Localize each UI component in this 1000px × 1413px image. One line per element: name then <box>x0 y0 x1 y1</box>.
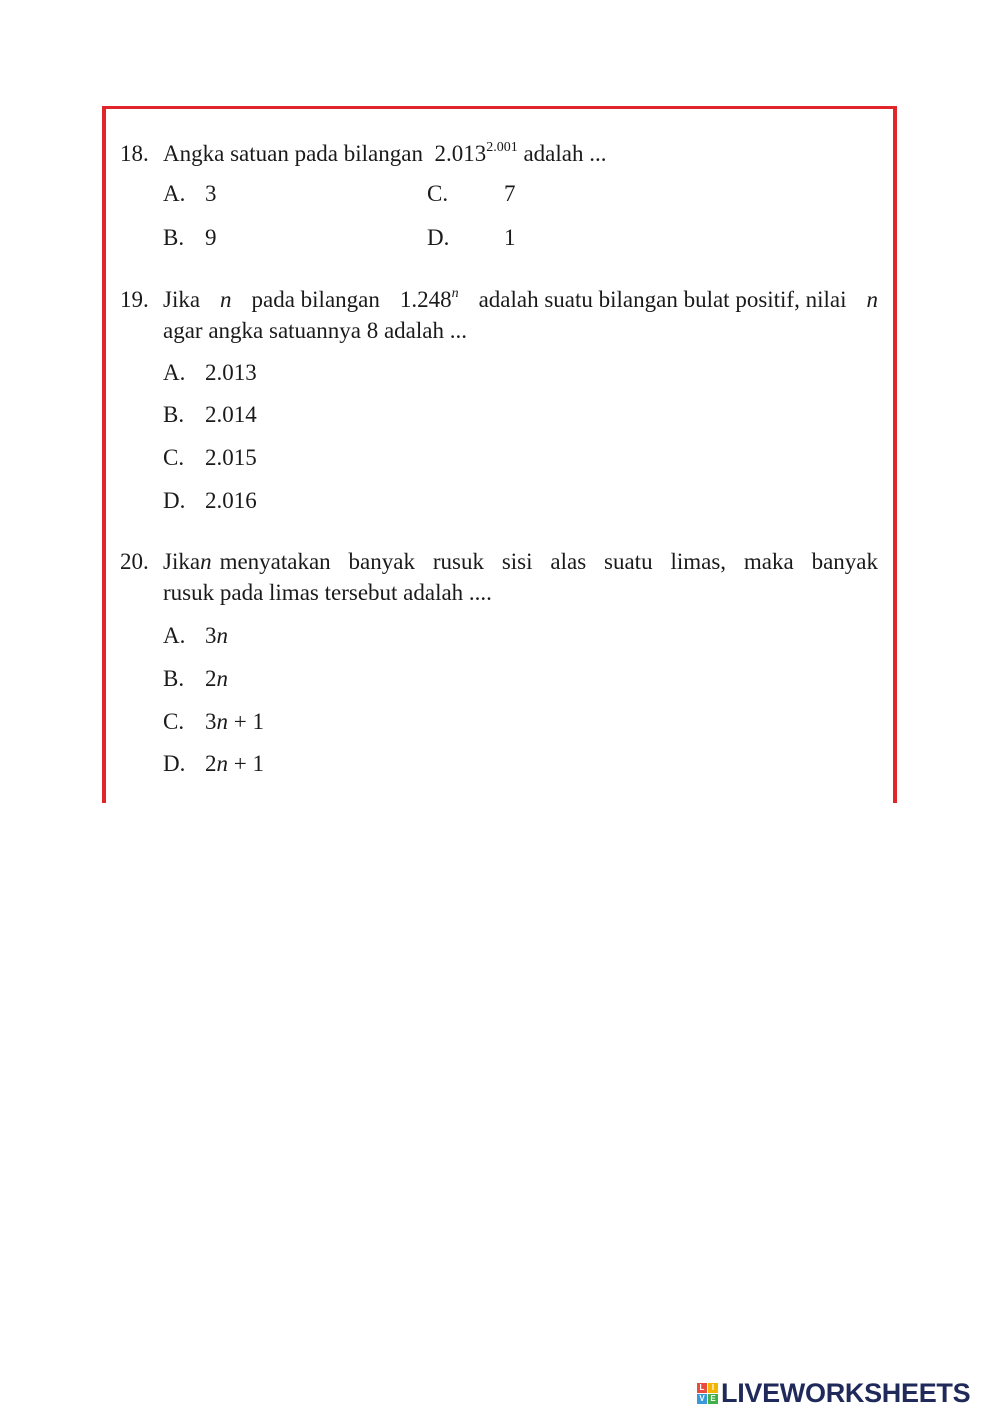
liveworksheets-logo[interactable] <box>697 1378 970 1408</box>
question-19-option-c-letter[interactable]: C. <box>163 445 185 470</box>
question-19-line-2: agar angka satuannya 8 adalah ... <box>163 318 467 343</box>
question-18-number: 18. <box>120 141 149 166</box>
question-18-base: 2.013 <box>434 141 487 166</box>
question-19-line-1 <box>163 286 878 314</box>
question-20-option-d-letter[interactable]: D. <box>163 751 186 776</box>
logo-tiles-icon: L I V E <box>697 1383 718 1404</box>
question-19-pada: pada bilangan <box>251 287 380 312</box>
question-18-text-before: Angka satuan pada bilangan <box>163 141 423 166</box>
question-20-option-a-letter[interactable]: A. <box>163 623 186 648</box>
question-19-base: 1.248 <box>399 287 452 312</box>
question-20-option-c-value[interactable]: 3n + 1 <box>205 709 264 734</box>
question-19-option-b-letter[interactable]: B. <box>163 402 185 427</box>
question-19-option-d-value[interactable]: 2.016 <box>205 488 257 513</box>
question-19-option-a-letter[interactable]: A. <box>163 360 186 385</box>
question-20-option-d-value[interactable]: 2n + 1 <box>205 751 264 776</box>
question-19-number: 19. <box>120 287 149 312</box>
question-19-option-a-value[interactable]: 2.013 <box>205 360 257 385</box>
question-20-option-b-value[interactable]: 2n <box>205 666 228 691</box>
question-20-option-c-letter[interactable]: C. <box>163 709 185 734</box>
question-19-jika: Jika <box>163 287 201 312</box>
question-19-var-end: n <box>866 287 878 312</box>
question-20-line-2: rusuk pada limas tersebut adalah .... <box>163 580 492 605</box>
logo-text: LIVEWORKSHEETS <box>721 1377 971 1408</box>
question-20-option-a-value[interactable]: 3n <box>205 623 228 648</box>
question-18-exponent: 2.001 <box>486 140 518 155</box>
question-19-option-c-value[interactable]: 2.015 <box>205 445 257 470</box>
question-18-option-b-value[interactable]: 9 <box>205 225 217 250</box>
question-18-text <box>163 140 606 168</box>
question-20-option-b-letter[interactable]: B. <box>163 666 185 691</box>
question-18-option-c-value[interactable]: 7 <box>504 181 516 206</box>
question-20-text: menyatakan banyak rusuk sisi alas suatu limas, maka banyak <box>219 549 878 574</box>
question-19-option-b-value[interactable]: 2.014 <box>205 402 257 427</box>
question-20-line-1 <box>163 548 878 576</box>
question-18-option-c-letter[interactable]: C. <box>427 181 449 206</box>
question-19-adalah: adalah suatu bilangan bulat positif, nilai <box>478 287 847 312</box>
question-20-jika: Jika <box>163 549 201 574</box>
question-18-text-after: adalah ... <box>523 141 607 166</box>
question-20-number: 20. <box>120 549 149 574</box>
question-18-option-d-value[interactable]: 1 <box>504 225 516 250</box>
question-18-option-b-letter[interactable]: B. <box>163 225 185 250</box>
question-18-option-d-letter[interactable]: D. <box>427 225 450 250</box>
question-18-option-a-letter[interactable]: A. <box>163 181 186 206</box>
question-19-option-d-letter[interactable]: D. <box>163 488 186 513</box>
question-20-var: n <box>200 549 212 574</box>
question-19-exponent-var: n <box>451 286 459 301</box>
question-19-var: n <box>220 287 232 312</box>
question-18-option-a-value[interactable]: 3 <box>205 181 217 206</box>
